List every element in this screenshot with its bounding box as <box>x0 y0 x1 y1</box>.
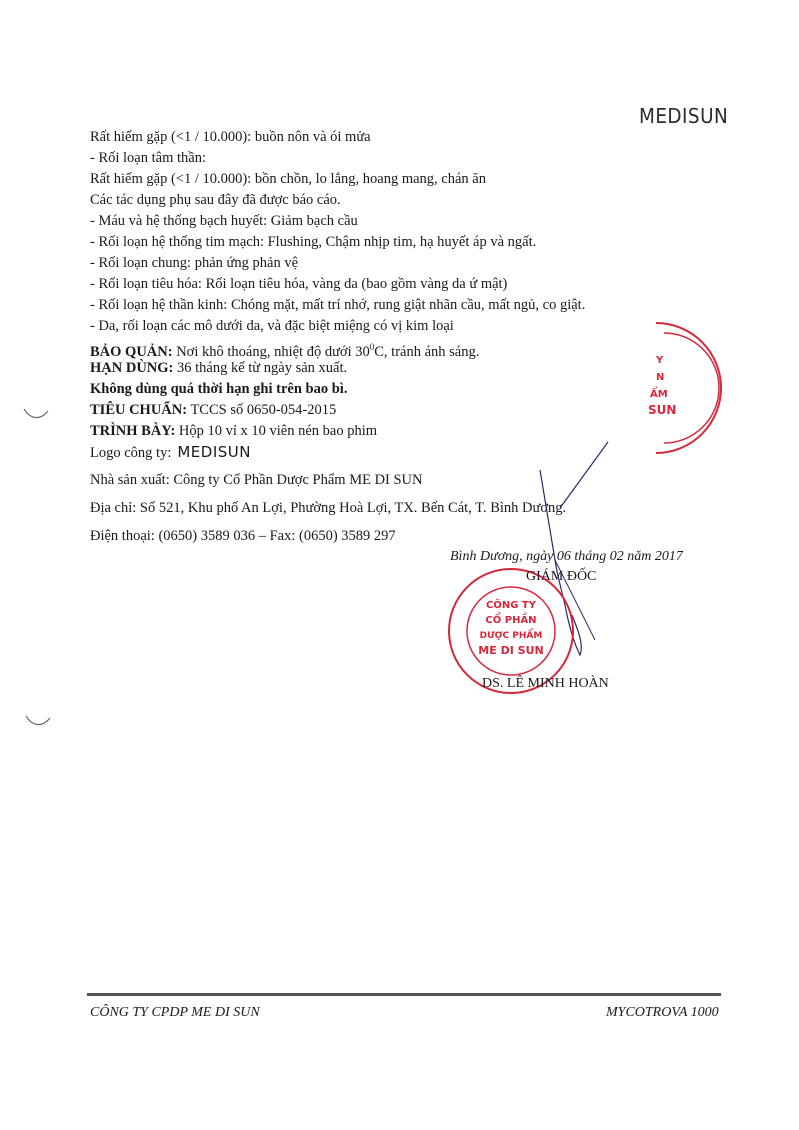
footer-product: MYCOTROVA 1000 <box>606 1005 719 1020</box>
company-logo-label: Logo công ty: <box>90 445 172 461</box>
company-logo: MEDISUN <box>177 443 251 461</box>
storage-line <box>90 337 650 358</box>
phone-line: Điện thoại: (0650) 3589 036 – Fax: (0650) 3589 297 <box>90 528 396 544</box>
svg-text:N: N <box>656 372 665 383</box>
text-line: - Rối loạn chung: phản ứng phản vệ <box>90 255 298 271</box>
text-line: - Rối loạn hệ thống tim mạch: Flushing, Chậm nhịp tim, hạ huyết áp và ngất. <box>90 234 537 250</box>
text-line: Rất hiếm gặp (<1 / 10.000): bồn chồn, lo lắng, hoang mang, chán ăn <box>90 171 486 187</box>
text-line: Rất hiếm gặp (<1 / 10.000): buồn nôn và ói mửa <box>90 129 371 145</box>
signature-title: GIÁM ĐỐC <box>526 569 597 584</box>
presentation-text: Hộp 10 vỉ x 10 viên nén bao phim <box>175 423 378 439</box>
text-line: - Rối loạn tâm thần: <box>90 150 206 166</box>
standard-line <box>90 400 650 421</box>
presentation-line <box>90 421 650 442</box>
stamp-line4: ME DI SUN <box>478 644 544 657</box>
address-line: Địa chỉ: Số 521, Khu phố An Lợi, Phường Hoà Lợi, TX. Bến Cát, T. Bình Dương. <box>90 500 567 516</box>
text-line: - Da, rối loạn các mô dưới da, và đặc biệt miệng có vị kim loại <box>90 318 454 334</box>
svg-text:Y: Y <box>656 355 664 366</box>
svg-text:SUN: SUN <box>648 403 677 417</box>
footer-company: CÔNG TY CPDP ME DI SUN <box>90 1005 260 1020</box>
expiry-line <box>90 358 650 379</box>
standard-text: TCCS số 0650-054-2015 <box>187 402 337 418</box>
expiry-label: HẠN DÙNG: <box>90 360 174 376</box>
svg-text:ẨM: ẨM <box>650 389 668 400</box>
stamp-line1: CÔNG TY <box>486 600 536 611</box>
scan-mark <box>24 712 54 732</box>
storage-degree: 0 <box>369 342 375 352</box>
medisun-logo: MEDISUN <box>639 104 729 128</box>
footer-rule <box>87 993 721 996</box>
stamp-line2: CỔ PHẦN <box>485 615 537 626</box>
scan-mark <box>22 405 52 425</box>
expiry-text: 36 tháng kể từ ngày sản xuất. <box>173 360 348 376</box>
storage-text: Nơi khô thoáng, nhiệt độ dưới 30 <box>172 343 370 360</box>
text-line: Các tác dụng phụ sau đây đã được báo cáo. <box>90 192 341 208</box>
signer-name: DS. LÊ MINH HOÀN <box>482 676 609 691</box>
storage-label: BẢO QUẢN: <box>90 343 173 360</box>
text-line: - Rối loạn hệ thần kinh: Chóng mặt, mất trí nhớ, rung giật nhãn cầu, mất ngủ, co giật. <box>90 297 586 313</box>
text-line: - Rối loạn tiêu hóa: Rối loạn tiêu hóa, vàng da (bao gồm vàng da ứ mật) <box>90 276 508 292</box>
storage-text-after: C, tránh ánh sáng. <box>374 343 480 360</box>
stamp-line3: DƯỢC PHẨM <box>479 631 543 641</box>
signature-date: Bình Dương, ngày 06 tháng 02 năm 2017 <box>450 549 683 564</box>
standard-label: TIÊU CHUẨN: <box>90 402 188 418</box>
presentation-label: TRÌNH BÀY: <box>90 423 176 439</box>
manufacturer-line: Nhà sản xuất: Công ty Cổ Phần Dược Phẩm ME DI SUN <box>90 472 423 488</box>
warning-line: Không dùng quá thời hạn ghi trên bao bì. <box>90 381 348 397</box>
text-line: - Máu và hệ thống bạch huyết: Giảm bạch cầu <box>90 213 358 229</box>
